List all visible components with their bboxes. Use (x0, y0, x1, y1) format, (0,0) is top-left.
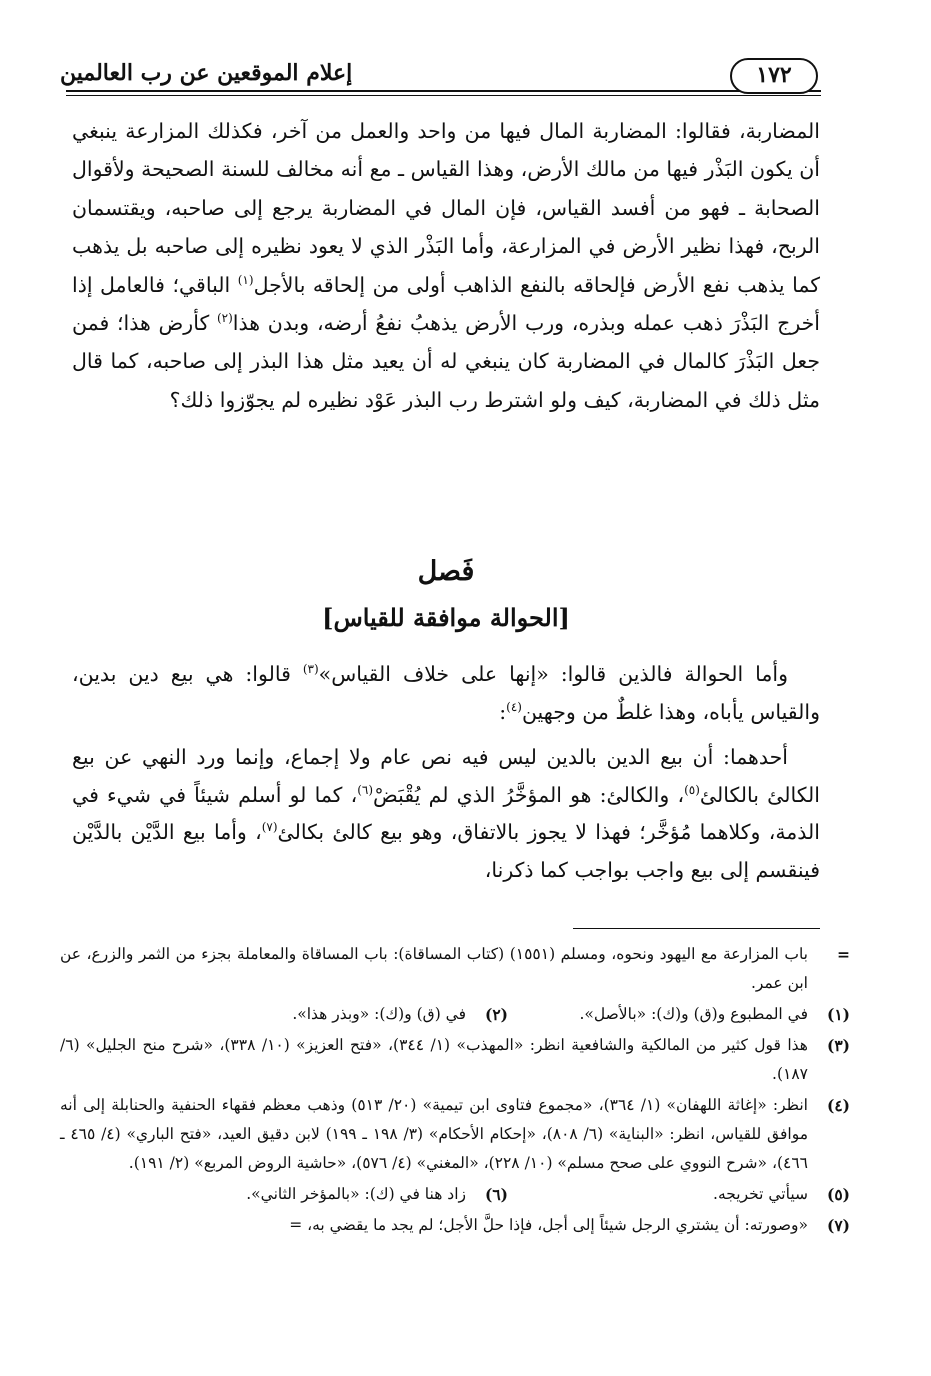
footnote-marker: (٥) (684, 782, 700, 797)
running-header-title: إعلام الموقعين عن رب العالمين (60, 60, 353, 86)
footnote-number: (٢) (484, 1005, 508, 1024)
paragraph: أحدهما: أن بيع الدين بالدين ليس فيه نص عام ولا إجماع، وإنما ورد النهي عن بيع الكالئ بالكالئ$^{(٥)}$، والكالئ: هو المؤخَّرُ الذي لم يُقْبَضْ$^{(٦)}$، كما لو أسلم شيئاً في شيء في الذمة، وكلاهما مُؤخَّر؛ فهذا لا يجوز بالاتفاق، وهو بيع كالئ بكالئ$^{(٧)}$، وأما بيع الدَّيْن بالدَّيْن فينقسم إلى بيع واجب بواجب كما ذكرنا، (72, 745, 820, 882)
footnote-separator (573, 928, 820, 929)
footnote-number: (١) (826, 1005, 850, 1024)
footnote-marker: (٧) (261, 820, 278, 835)
section-subheading: [الحوالة موافقة للقياس] (322, 603, 570, 632)
footnote-marker: (٤) (506, 699, 522, 714)
paragraph: المضاربة، فقالوا: المضاربة المال فيها من واحد والعمل من آخر، فكذلك المزارعة ينبغي أن يكون البَذْر فيها من مالك الأرض، وهذا القياس ـ مع أنه مخالف للسنة الصحيحة ولأقوال الصحابة ـ فهو من أفسد القياس، فإن المال في المضاربة يرجع إلى صاحبه، ويقتسمان الربح، فهذا نظير الأرض في المزارعة، وأما البَذْر الذي لا يعود نظيره إلى صاحبه بل يذهب كما يذهب نفع الأرض فإلحاقه بالنفع الذاهب أولى من إلحاقه بالأجل$^{(١)}$ الباقي؛ فالعامل إذا أخرج البَذْرَ ذهب عمله وبذره، ورب الأرض يذهبُ نفعُ أرضه، وبدن هذا$^{(٢)}$ كأرض هذا؛ فمن جعل البَذْرَ كالمال في المضاربة كان ينبغي له أن يعيد مثل هذا البذر إلى صاحبه، كما قال مثل ذلك في المضاربة، كيف ولو اشترط رب البذر عَوْد نظيره لم يجوّزوا ذلك؟ (72, 119, 821, 412)
footnote-number: (٤) (826, 1096, 850, 1115)
footnote-row (60, 1000, 850, 1029)
footnote-text: في (ق) و(ك): «وبذر هذا». (292, 1005, 466, 1023)
footnote (60, 1091, 850, 1178)
footnote (60, 1031, 850, 1089)
footnote-text: انظر: «إغاثة اللهفان» (١/ ٣٦٤)، «مجموع فتاوى ابن تيمية» (٢٠/ ٥١٣) وذهب معظم فقهاء الحنفية والحنابلة إلى أنه موافق للقياس، انظر: «البناية» (٦/ ٨٠٨)، «إحكام الأحكام» (٣/ ١٩٨ ـ ١٩٩) لابن دقيق العيد، «فتح الباري» (٤/ ٤٦٥ ـ ٤٦٦)، «شرح النووي على صحح مسلم» (١٠/ ٢٢٨)، «المغني» (٤/ ٥٧٦)، «حاشية الروض المربع» (٢/ ١٩١). (60, 1096, 808, 1172)
body-text-top (72, 112, 820, 419)
footnote-marker: (٦) (357, 782, 374, 797)
section-heading: فَصل (417, 556, 475, 587)
footnote-continuation: = باب المزارعة مع اليهود ونحوه، ومسلم (١٥٥١) (كتاب المساقاة): باب المساقاة والمعاملة بجزء من الثمر والزرع، عن ابن عمر. (60, 940, 850, 998)
footnote-marker: (١) (237, 272, 254, 287)
footnote (60, 1211, 850, 1240)
header-rule-thin (66, 95, 821, 96)
footnote-number: (٦) (484, 1185, 508, 1204)
footnote-text: سيأتي تخريجه. (713, 1185, 808, 1203)
footnote-row (60, 1180, 850, 1209)
page-number-badge: ١٧٢ (730, 58, 818, 94)
footnote-text: في المطبوع و(ق) و(ك): «بالأصل». (579, 1005, 808, 1023)
footnote-marker: (٣) (302, 662, 319, 677)
paragraph: وأما الحوالة فالذين قالوا: «إنها على خلاف القياس»$^{(٣)}$ قالوا: هي بيع دين بدين، والقياس يأباه، وهذا غلطٌ من وجهين$^{(٤)}$: (72, 662, 820, 724)
footnote-text: هذا قول كثير من المالكية والشافعية انظر: «المهذب» (١/ ٣٤٤)، «فتح العزيز» (١٠/ ٣٣٨)، «شرح منح الجليل» (٦/ ١٨٧). (60, 1036, 808, 1083)
footnote-text: زاد هنا في (ك): «بالمؤخر الثاني». (246, 1185, 466, 1203)
body-text-bottom (72, 656, 820, 889)
footnote-number: (٣) (826, 1036, 850, 1055)
footnote-number: (٥) (826, 1185, 850, 1204)
footnote-text: «وصورته: أن يشتري الرجل شيئاً إلى أجل، فإذا حلَّ الأجل؛ لم يجد ما يقضي به، = (289, 1216, 808, 1234)
header-rule (66, 90, 821, 92)
footnote-number: (٧) (826, 1216, 850, 1235)
footnotes (60, 940, 850, 1242)
continuation-mark: = (837, 945, 850, 964)
footnote-marker: (٢) (216, 311, 233, 326)
